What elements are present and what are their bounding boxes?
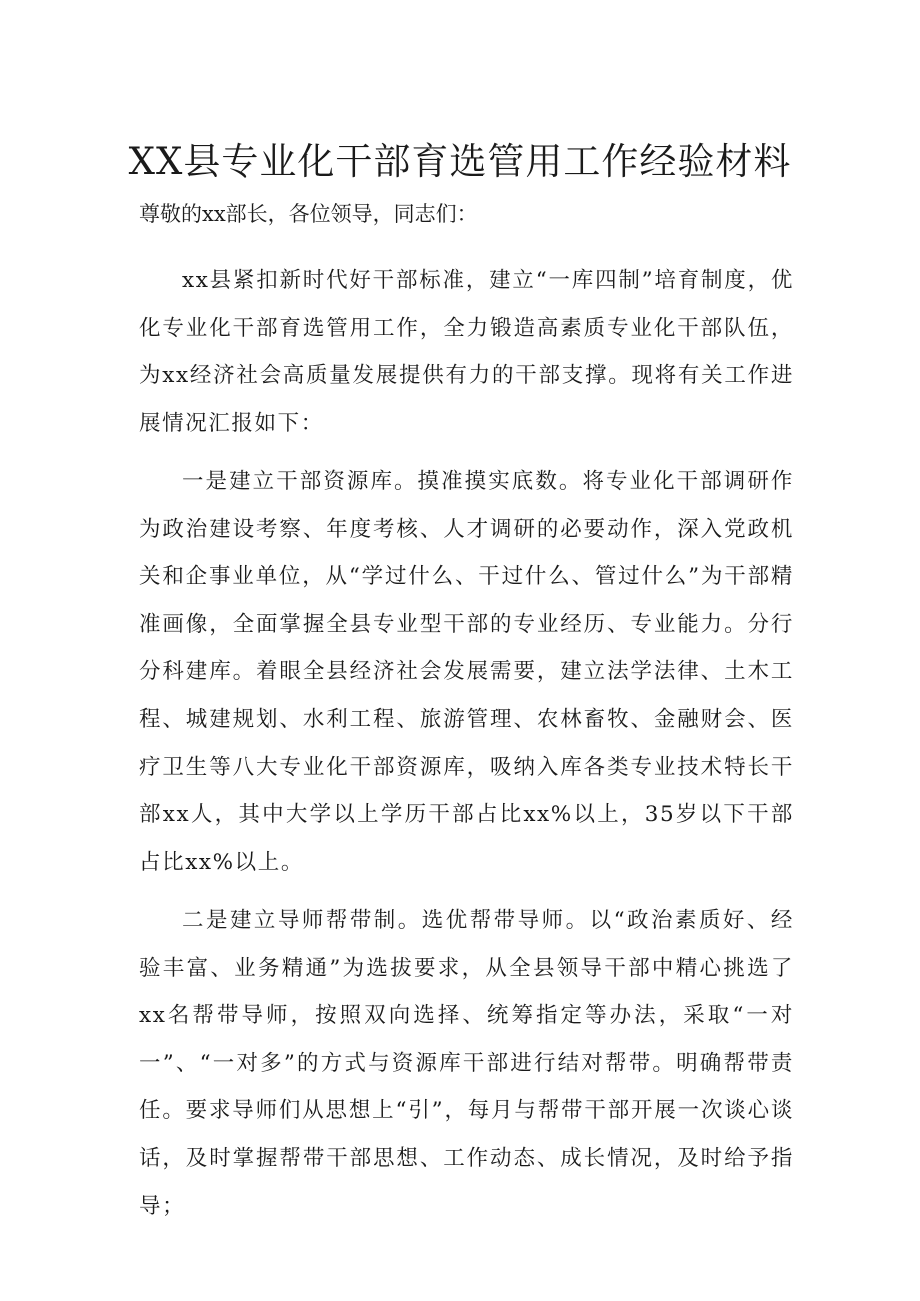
paragraph-mentor-system: 二是建立导师帮带制。选优帮带导师。以“政治素质好、经验丰富、业务精通”为选拔要求，从全县领导干部中精心挑选了xx名帮带导师，按照双向选择、统筹指定等办法，采取“一对一”、“一对多”的方式与资源库干部进行结对帮带。明确帮带责任。要求导师们从思想上“引”，每月与帮带干部开展一次谈心谈话，及时掌握帮带干部思想、工作动态、成长情况，及时给予指导；	[139, 908, 794, 1219]
document-title: XX县专业化干部育选管用工作经验材料	[128, 140, 792, 183]
paragraph-intro: xx县紧扣新时代好干部标准，建立“一库四制”培育制度，优化专业化干部育选管用工作，全力锻造高素质专业化干部队伍，为xx经济社会高质量发展提供有力的干部支撑。现将有关工作进展情况汇报如下：	[139, 268, 794, 436]
salutation: 尊敬的xx部长，各位领导，同志们：	[139, 202, 478, 226]
paragraph-resource-pool: 一是建立干部资源库。摸准摸实底数。将专业化干部调研作为政治建设考察、年度考核、人才调研的必要动作，深入党政机关和企事业单位，从“学过什么、干过什么、管过什么”为干部精准画像，全面掌握全县专业型干部的专业经历、专业能力。分行分科建库。着眼全县经济社会发展需要，建立法学法律、土木工程、城建规划、水利工程、旅游管理、农林畜牧、金融财会、医疗卫生等八大专业化干部资源库，吸纳入库各类专业技术特长干部xx人，其中大学以上学历干部占比xx%以上，35岁以下干部占比xx%以上。	[139, 469, 794, 875]
